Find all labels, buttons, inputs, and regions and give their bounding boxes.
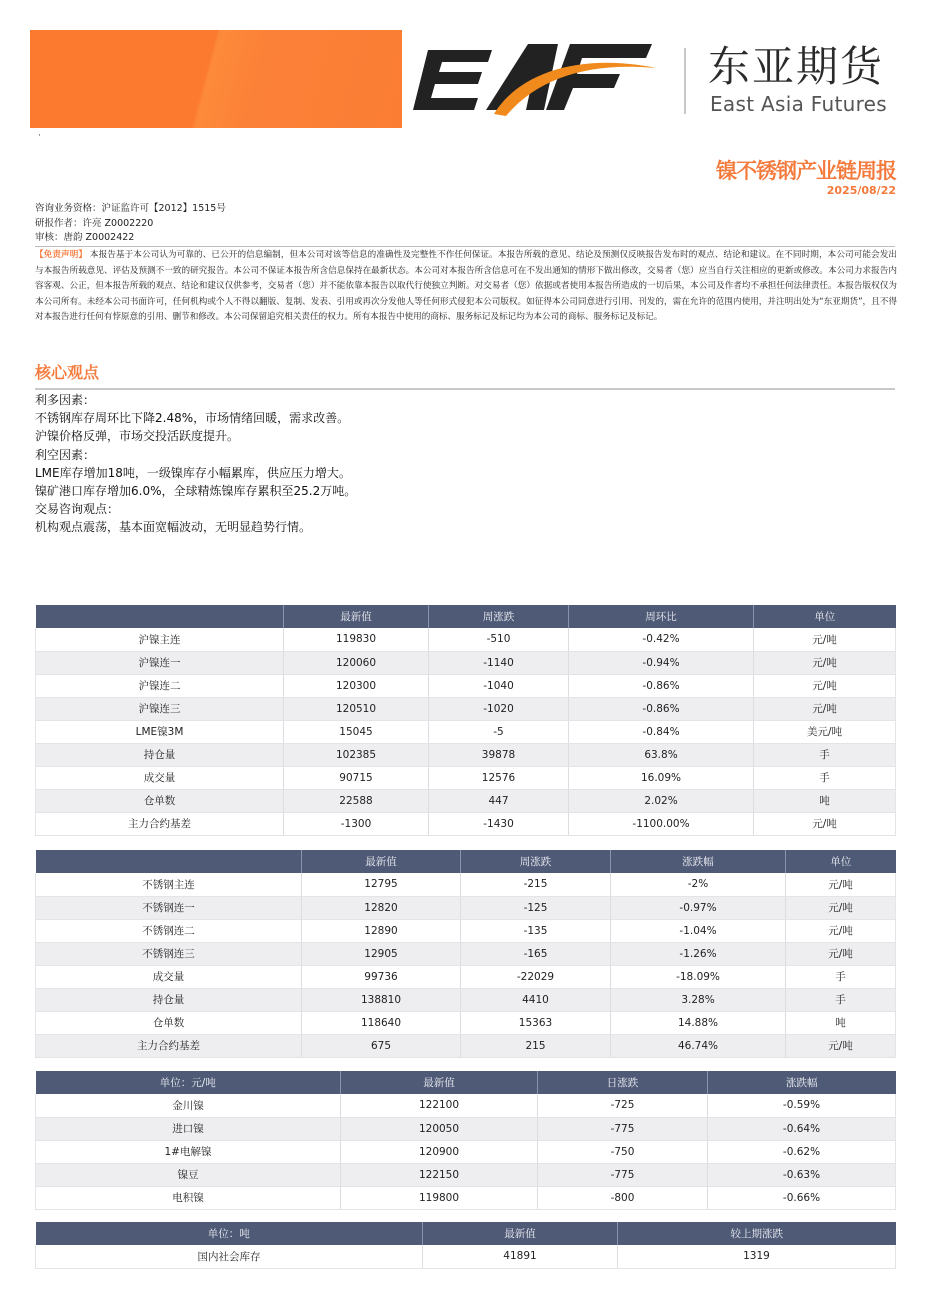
table-cell: 447: [429, 789, 569, 812]
table-cell: 120900: [341, 1140, 538, 1163]
table-row: [36, 942, 896, 965]
table-cell: -135: [461, 919, 611, 942]
table-cell: -18.09%: [611, 965, 786, 988]
row-label: 沪镍连三: [36, 697, 284, 720]
table-cell: -0.86%: [569, 674, 754, 697]
table-cell: 41891: [423, 1245, 618, 1268]
row-label: 沪镍主连: [36, 628, 284, 651]
row-label: LME镍3M: [36, 720, 284, 743]
table-cell: 15045: [284, 720, 429, 743]
table-cell: 138810: [302, 988, 461, 1011]
table-cell: 119830: [284, 628, 429, 651]
section-title-core-views: 核心观点: [35, 363, 100, 382]
table-cell: 手: [754, 766, 896, 789]
company-logo: [408, 40, 898, 120]
table-cell: -125: [461, 896, 611, 919]
row-label: 进口镍: [36, 1117, 341, 1140]
table-row: [36, 1245, 896, 1268]
table-row: [36, 628, 896, 651]
table-cell: 12905: [302, 942, 461, 965]
row-label: 持仓量: [36, 988, 302, 1011]
table-cell: 63.8%: [569, 743, 754, 766]
table-row: [36, 674, 896, 697]
row-label: 沪镍连一: [36, 651, 284, 674]
report-date: 2025/08/22: [826, 184, 896, 197]
table-row: [36, 1163, 896, 1186]
table-cell: 90715: [284, 766, 429, 789]
table-cell: 215: [461, 1034, 611, 1057]
section-divider: [35, 388, 895, 390]
view-line: 不锈钢库存周环比下降2.48%，市场情绪回暖，需求改善。: [35, 411, 350, 426]
table-cell: 99736: [302, 965, 461, 988]
table-cell: 元/吨: [786, 1034, 896, 1057]
table-cell: 12795: [302, 873, 461, 896]
table-cell: -1.04%: [611, 919, 786, 942]
table-cell: -1140: [429, 651, 569, 674]
author: 研报作者：许亮 Z0002220: [35, 217, 154, 229]
view-line: LME库存增加18吨，一级镍库存小幅累库，供应压力增大。: [35, 465, 351, 480]
disclaimer-text: 本报告基于本公司认为可靠的、已公开的信息编制，但本公司对该等信息的准确性及完整性不作任何保证。本报告所载的意见、结论及预测仅反映报告发布时的观点、结论和建议。在不同时期，本公司可能会发出与本报告所载意见、评估及预测不一致的研究报告。本公司不保证本报告所含信息保持在最新状态。本公司对本报告所含信息可在不发出通知的情形下做出修改，交易者（您）应当自行关注相应的更新或修改。本公司力求报告内容客观、公正，但本报告所载的观点、结论和建议仅供参考，交易者（您）并不能依靠本报告以取代行使独立判断。对交易者（您）依据或者使用本报告所造成的一切后果，本公司及作者均不承担任何法律责任。本报告版权仅为本公司所有。未经本公司书面许可，任何机构或个人不得以翻版、复制、发表、引用或再次分发他人等任何形式侵犯本公司版权。如征得本公司同意进行引用、刊发的，需在允许的范围内使用，并注明出处为“东亚期货”，且不得对本报告进行任何有悖原意的引用、删节和修改。本公司保留追究相关责任的权力。所有本报告中使用的商标、服务标记及标记均为本公司的商标、服务标记及标记。: [35, 250, 897, 323]
table-cell: 118640: [302, 1011, 461, 1034]
column-header: 周涨跌: [429, 605, 569, 628]
disclaimer-tag: 【免责声明】: [35, 250, 88, 260]
column-header: 涨跌幅: [611, 850, 786, 873]
row-label: 成交量: [36, 766, 284, 789]
table-cell: -0.64%: [708, 1117, 896, 1140]
report-meta: [35, 202, 226, 246]
logo-chinese-name: 东亚期货: [708, 42, 885, 91]
table-row: [36, 1186, 896, 1209]
column-header: 单位：吨: [36, 1222, 423, 1245]
table-cell: 12576: [429, 766, 569, 789]
table-cell: -1100.00%: [569, 812, 754, 835]
row-label: 成交量: [36, 965, 302, 988]
row-label: 主力合约基差: [36, 1034, 302, 1057]
table-cell: 120510: [284, 697, 429, 720]
table-cell: 手: [786, 965, 896, 988]
row-label: 持仓量: [36, 743, 284, 766]
column-header: 最新值: [302, 850, 461, 873]
table-cell: 120050: [341, 1117, 538, 1140]
column-header: 最新值: [341, 1071, 538, 1094]
row-label: 镍豆: [36, 1163, 341, 1186]
table-cell: 122100: [341, 1094, 538, 1117]
view-line: 镍矿港口库存增加6.0%，全球精炼镍库存累积至25.2万吨。: [35, 484, 357, 499]
row-label: 不锈钢连二: [36, 919, 302, 942]
table-cell: -725: [538, 1094, 708, 1117]
table-cell: -2%: [611, 873, 786, 896]
table-row: [36, 812, 896, 835]
table-cell: -0.94%: [569, 651, 754, 674]
table-row: [36, 1094, 896, 1117]
table-cell: -800: [538, 1186, 708, 1209]
table-cell: -1.26%: [611, 942, 786, 965]
table-cell: 120300: [284, 674, 429, 697]
table-row: [36, 919, 896, 942]
column-header: 单位：元/吨: [36, 1071, 341, 1094]
table-cell: 16.09%: [569, 766, 754, 789]
table-cell: -22029: [461, 965, 611, 988]
table-cell: 美元/吨: [754, 720, 896, 743]
table-row: [36, 743, 896, 766]
table-cell: 22588: [284, 789, 429, 812]
table-cell: 1319: [618, 1245, 896, 1268]
table-cell: 2.02%: [569, 789, 754, 812]
table-row: [36, 1034, 896, 1057]
table-cell: 元/吨: [786, 873, 896, 896]
stainless-futures-table: [35, 850, 896, 1058]
table-cell: -0.86%: [569, 697, 754, 720]
table-row: [36, 965, 896, 988]
table-cell: -215: [461, 873, 611, 896]
table-cell: 14.88%: [611, 1011, 786, 1034]
view-line: 利空因素：: [35, 447, 96, 462]
column-header: 日涨跌: [538, 1071, 708, 1094]
table-cell: -0.62%: [708, 1140, 896, 1163]
table-cell: -0.97%: [611, 896, 786, 919]
disclaimer-divider: [35, 246, 895, 247]
table-cell: 元/吨: [754, 812, 896, 835]
report-title: 镍不锈钢产业链周报: [716, 159, 896, 183]
row-label: 主力合约基差: [36, 812, 284, 835]
column-header: 最新值: [284, 605, 429, 628]
table-row: [36, 651, 896, 674]
header-orange-banner: [30, 30, 402, 128]
core-views-list: [35, 391, 356, 537]
reviewer: 审核：唐韵 Z0002422: [35, 232, 135, 243]
table-cell: -0.63%: [708, 1163, 896, 1186]
table-cell: 46.74%: [611, 1034, 786, 1057]
row-label: 仓单数: [36, 1011, 302, 1034]
row-label: 不锈钢连一: [36, 896, 302, 919]
qualification: 咨询业务资格：沪证监许可【2012】1515号: [35, 203, 226, 214]
row-label: 不锈钢连三: [36, 942, 302, 965]
table-cell: 12820: [302, 896, 461, 919]
table-row: [36, 873, 896, 896]
table-row: [36, 1011, 896, 1034]
inventory-table: [35, 1222, 896, 1269]
table-cell: 12890: [302, 919, 461, 942]
table-cell: -775: [538, 1163, 708, 1186]
spot-prices-table: [35, 1071, 896, 1210]
table-cell: 119800: [341, 1186, 538, 1209]
nickel-futures-table: [35, 605, 896, 836]
column-header: 单位: [754, 605, 896, 628]
column-header: 较上期涨跌: [618, 1222, 896, 1245]
table-cell: 吨: [786, 1011, 896, 1034]
column-header: [36, 605, 284, 628]
table-row: [36, 988, 896, 1011]
table-cell: 元/吨: [754, 651, 896, 674]
logo-english-name: East Asia Futures: [710, 92, 887, 116]
view-line: 交易咨询观点：: [35, 502, 120, 517]
table-row: [36, 720, 896, 743]
table-cell: -1430: [429, 812, 569, 835]
table-cell: 120060: [284, 651, 429, 674]
table-row: [36, 766, 896, 789]
table-cell: -750: [538, 1140, 708, 1163]
table-cell: -1040: [429, 674, 569, 697]
row-label: 不锈钢主连: [36, 873, 302, 896]
row-label: 沪镍连二: [36, 674, 284, 697]
bullet-mark: ·: [38, 131, 41, 141]
column-header: 周环比: [569, 605, 754, 628]
table-cell: 3.28%: [611, 988, 786, 1011]
table-cell: -0.84%: [569, 720, 754, 743]
table-cell: 元/吨: [786, 896, 896, 919]
table-row: [36, 1140, 896, 1163]
table-cell: 675: [302, 1034, 461, 1057]
column-header: 最新值: [423, 1222, 618, 1245]
table-row: [36, 896, 896, 919]
table-cell: 122150: [341, 1163, 538, 1186]
table-row: [36, 789, 896, 812]
table-cell: 元/吨: [786, 919, 896, 942]
logo-divider: [684, 48, 686, 114]
table-cell: -775: [538, 1117, 708, 1140]
table-cell: 元/吨: [786, 942, 896, 965]
table-cell: -1300: [284, 812, 429, 835]
table-cell: 手: [786, 988, 896, 1011]
table-cell: 39878: [429, 743, 569, 766]
table-cell: -1020: [429, 697, 569, 720]
table-cell: -5: [429, 720, 569, 743]
row-label: 电积镍: [36, 1186, 341, 1209]
table-cell: 102385: [284, 743, 429, 766]
table-cell: 元/吨: [754, 674, 896, 697]
table-cell: -165: [461, 942, 611, 965]
column-header: 周涨跌: [461, 850, 611, 873]
table-cell: -0.59%: [708, 1094, 896, 1117]
table-cell: 元/吨: [754, 628, 896, 651]
column-header: [36, 850, 302, 873]
table-cell: 15363: [461, 1011, 611, 1034]
table-cell: -0.42%: [569, 628, 754, 651]
table-cell: 手: [754, 743, 896, 766]
eaf-logo-icon: [408, 44, 663, 116]
table-cell: -510: [429, 628, 569, 651]
column-header: 涨跌幅: [708, 1071, 896, 1094]
row-label: 1#电解镍: [36, 1140, 341, 1163]
view-line: 沪镍价格反弹，市场交投活跃度提升。: [35, 429, 240, 444]
table-row: [36, 1117, 896, 1140]
table-cell: 吨: [754, 789, 896, 812]
view-line: 机构观点震荡，基本面宽幅波动，无明显趋势行情。: [35, 520, 312, 535]
view-line: 利多因素：: [35, 393, 96, 407]
column-header: 单位: [786, 850, 896, 873]
table-cell: -0.66%: [708, 1186, 896, 1209]
table-cell: 元/吨: [754, 697, 896, 720]
row-label: 国内社会库存: [36, 1245, 423, 1268]
disclaimer: [35, 248, 897, 326]
row-label: 金川镍: [36, 1094, 341, 1117]
table-row: [36, 697, 896, 720]
row-label: 仓单数: [36, 789, 284, 812]
table-cell: 4410: [461, 988, 611, 1011]
